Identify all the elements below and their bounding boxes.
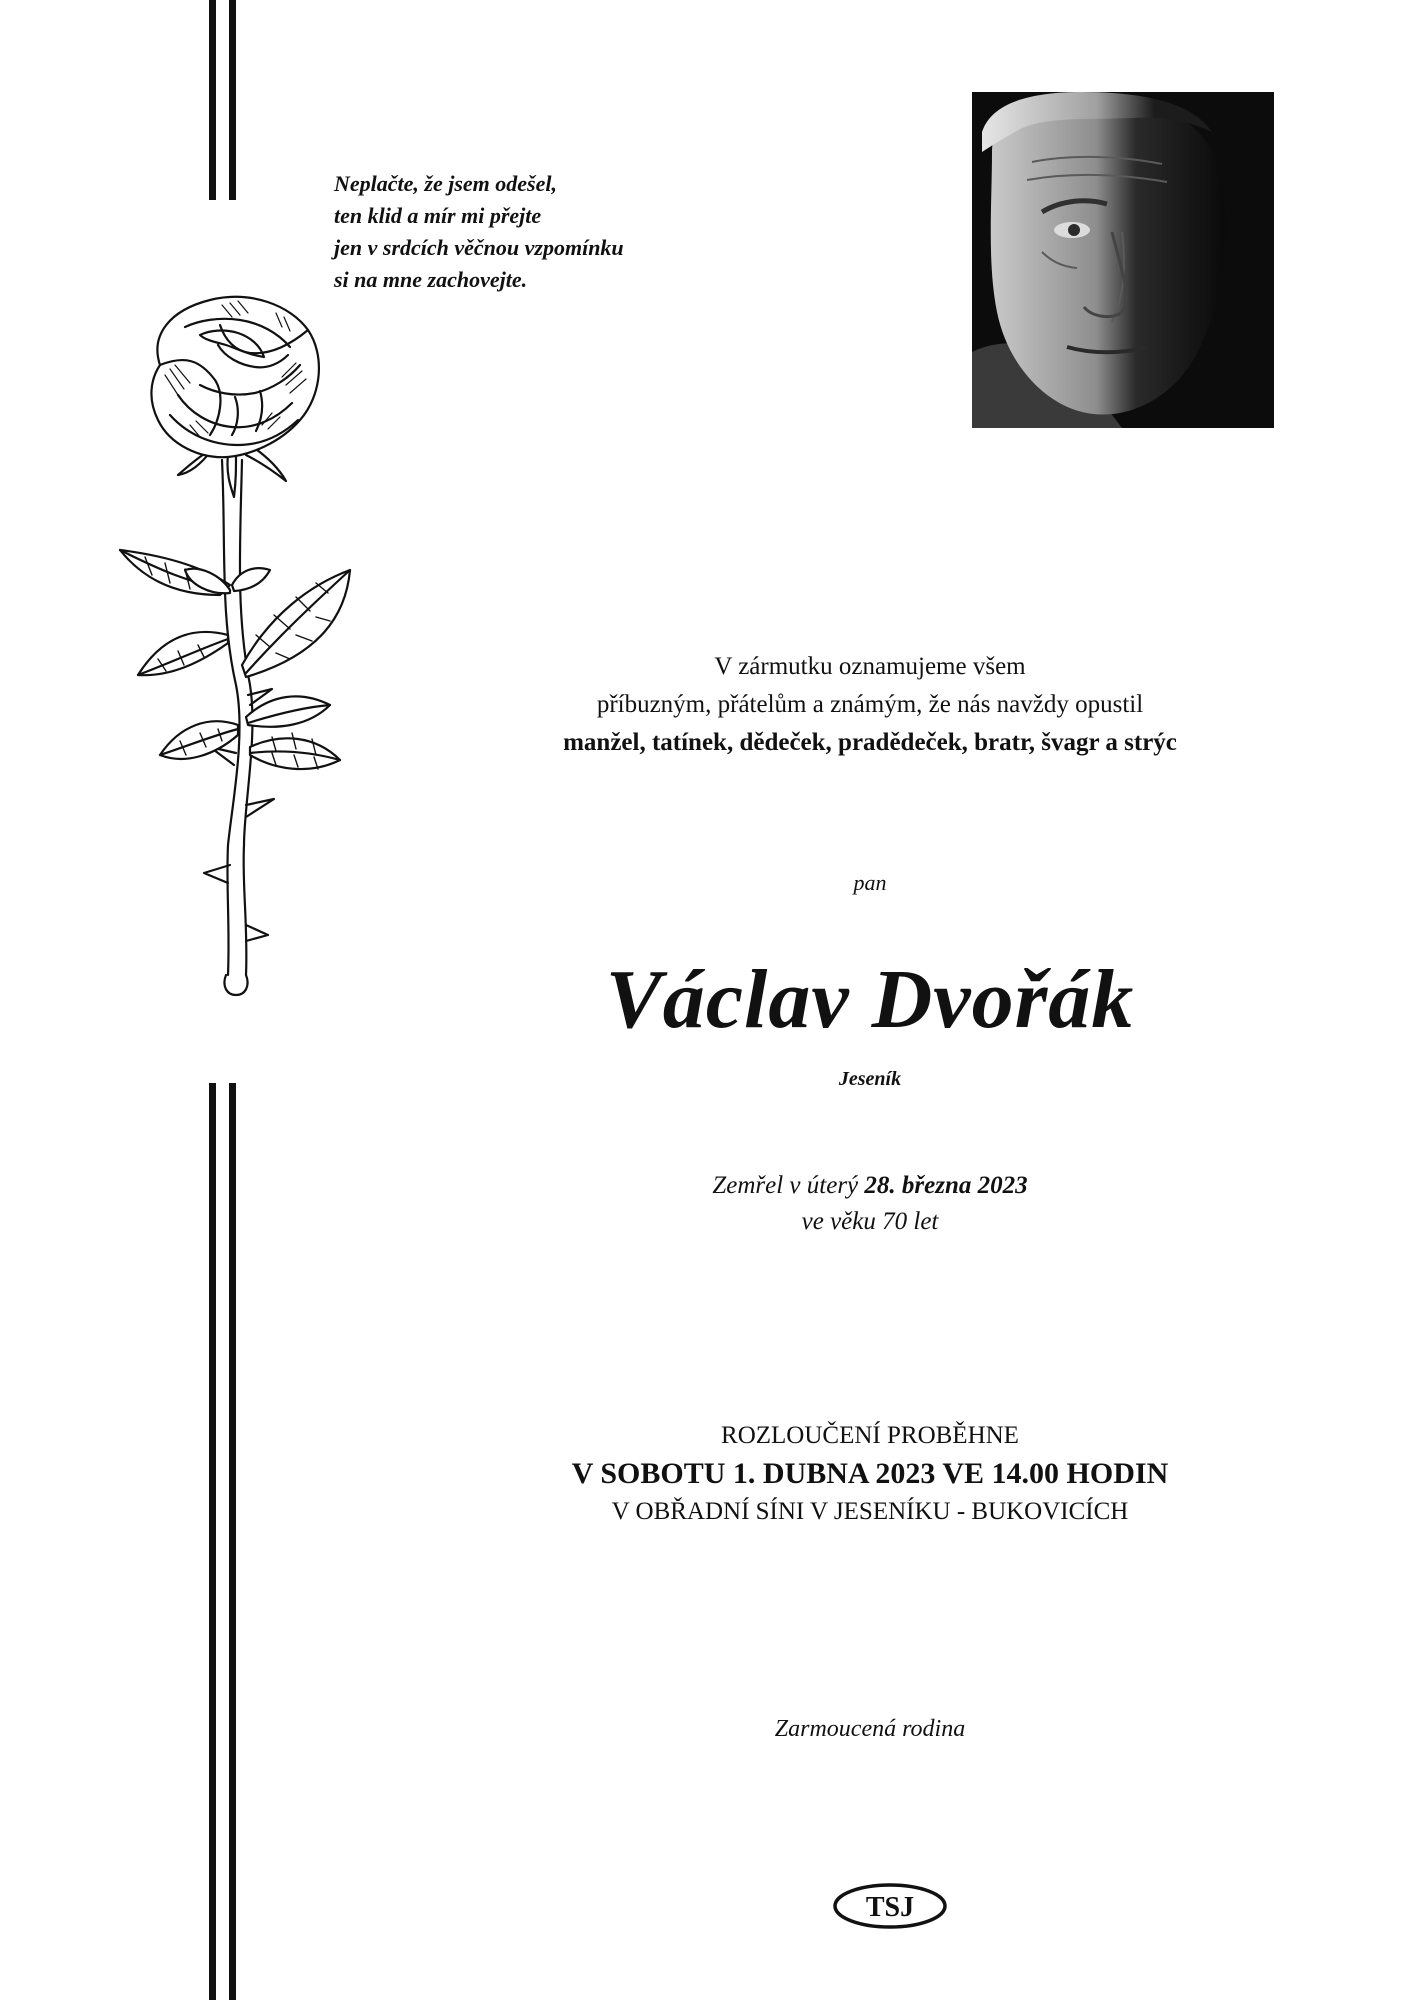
portrait-illustration: [972, 92, 1274, 428]
deceased-name: Václav Dvořák: [605, 953, 1135, 1046]
poem-line: si na mne zachovejte.: [334, 267, 528, 292]
poem-line: jen v srdcích věčnou vzpomínku: [334, 235, 624, 260]
rose-drawing-icon: [50, 285, 380, 1005]
deceased-town: Jeseník: [838, 1068, 902, 1090]
mourning-bar-bottom-right: [229, 1083, 236, 2000]
signature-family: Zarmoucená rodina: [774, 1716, 966, 1742]
deceased-portrait-photo: [972, 92, 1274, 428]
farewell-date-time: V SOBOTU 1. DUBNA 2023 VE 14.00 HODIN: [571, 1457, 1169, 1490]
announcement-text: [470, 648, 1270, 762]
death-date-line: [470, 1168, 1270, 1204]
logo-text: TSJ: [865, 1892, 915, 1923]
death-age: ve věku 70 let: [801, 1208, 939, 1235]
announcement-line-1: V zármutku oznamujeme všem: [714, 653, 1026, 680]
farewell-line-1: ROZLOUČENÍ PROBĚHNE: [721, 1422, 1019, 1449]
farewell-info: [470, 1418, 1270, 1530]
poem-line: ten klid a mír mi přejte: [334, 203, 542, 228]
mourning-bar-top-right: [229, 0, 236, 200]
death-prefix: Zemřel v úterý: [712, 1172, 859, 1199]
poem-line: Neplačte, že jsem odešel,: [334, 171, 557, 196]
farewell-location: V OBŘADNÍ SÍNI V JESENÍKU - BUKOVICÍCH: [611, 1498, 1129, 1525]
memorial-poem: [334, 168, 754, 296]
death-date: 28. března 2023: [864, 1172, 1028, 1199]
tsj-logo-icon: [832, 1882, 948, 1930]
announcement-relations: manžel, tatínek, dědeček, pradědeček, bratr, švagr a strýc: [563, 729, 1177, 756]
mourning-bar-top-left: [209, 0, 216, 200]
announcement-line-2: příbuzným, přátelům a známým, že nás navždy opustil: [596, 691, 1144, 718]
deceased-title: pan: [853, 870, 887, 895]
death-info: [470, 1168, 1270, 1240]
mourning-bar-bottom-left: [209, 1083, 216, 2000]
